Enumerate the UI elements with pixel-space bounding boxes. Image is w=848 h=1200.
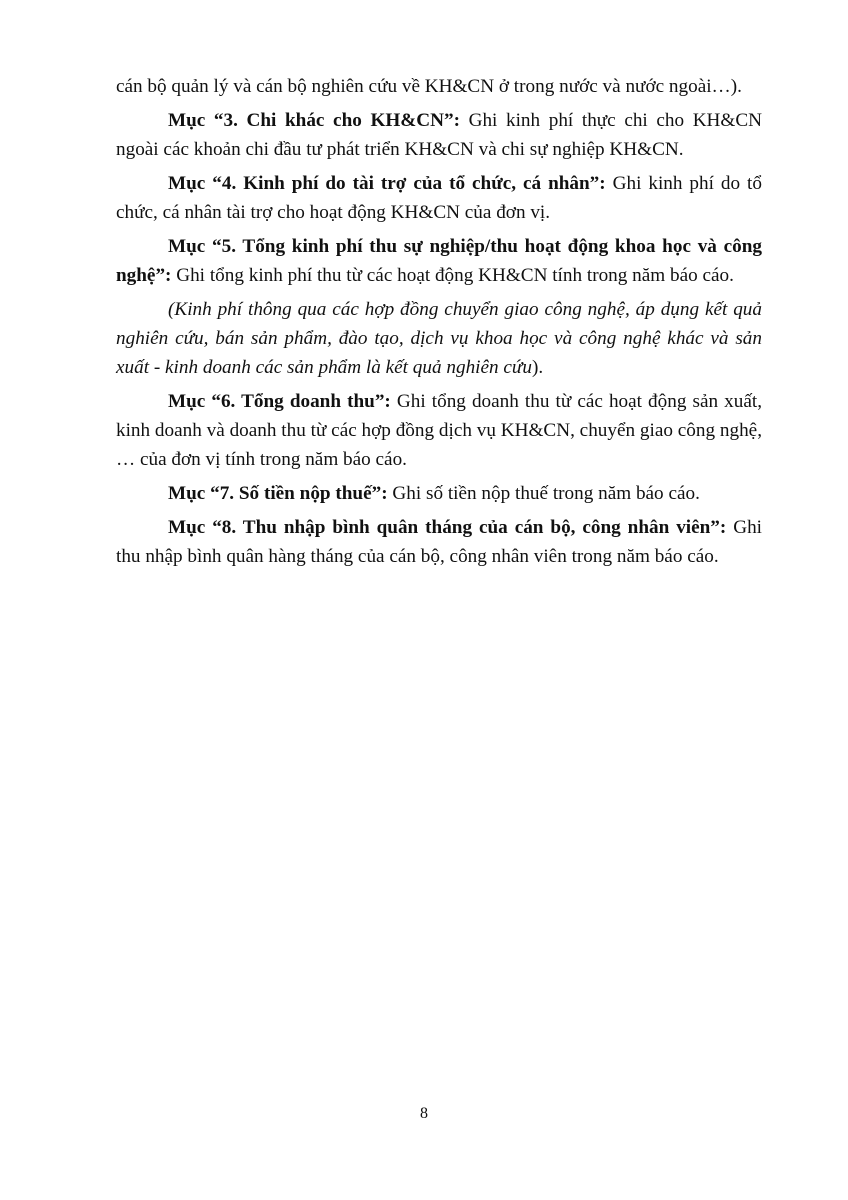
item-6-text: Ghi tổng doanh thu từ các hoạt động sản xuất, kinh doanh và doanh thu từ các hợp đồng dịch vụ KH&CN, chuyển giao công nghệ, … của đơn vị tính trong năm báo cáo. [116, 391, 762, 470]
paragraph-text: cán bộ quản lý và cán bộ nghiên cứu về KH&CN ở trong nước và nước ngoài…). [116, 76, 742, 97]
paragraph-item-6 [116, 387, 762, 474]
item-8-label: Mục “8. Thu nhập bình quân tháng của cán bộ, công nhân viên”: [168, 517, 727, 538]
paragraph-item-5-note [116, 295, 762, 382]
paragraph-item-7 [116, 479, 762, 508]
item-3-text: Ghi kinh phí thực chi cho KH&CN ngoài các khoản chi đầu tư phát triển KH&CN và chi sự nghiệp KH&CN. [116, 110, 762, 160]
item-5-note-close: ). [531, 357, 544, 378]
item-7-label: Mục “7. Số tiền nộp thuế”: [168, 483, 388, 504]
item-5-note-italic: (Kinh phí thông qua các hợp đồng chuyển giao công nghệ, áp dụng kết quả nghiên cứu, bán sản phẩm, đào tạo, dịch vụ khoa học và công nghệ khác và sản xuất - kinh doanh các sản phẩm là kết quả nghiên cứu [116, 299, 762, 378]
document-body [116, 72, 762, 576]
paragraph-continuation [116, 72, 762, 101]
item-8-text: Ghi thu nhập bình quân hàng tháng của cán bộ, công nhân viên trong năm báo cáo. [116, 517, 762, 567]
item-5-label: Mục “5. Tổng kinh phí thu sự nghiệp/thu hoạt động khoa học và công nghệ”: [116, 236, 762, 286]
paragraph-item-3 [116, 106, 762, 164]
item-7-text: Ghi số tiền nộp thuế trong năm báo cáo. [387, 483, 700, 504]
paragraph-item-5 [116, 232, 762, 290]
item-4-text: Ghi kinh phí do tổ chức, cá nhân tài trợ cho hoạt động KH&CN của đơn vị. [116, 173, 762, 223]
page-number: 8 [420, 1105, 428, 1122]
paragraph-item-4 [116, 169, 762, 227]
item-5-text: Ghi tổng kinh phí thu từ các hoạt động KH&CN tính trong năm báo cáo. [171, 265, 734, 286]
item-6-label: Mục “6. Tổng doanh thu”: [168, 391, 391, 412]
paragraph-item-8 [116, 513, 762, 571]
item-4-label: Mục “4. Kinh phí do tài trợ của tổ chức, cá nhân”: [168, 173, 606, 194]
item-3-label: Mục “3. Chi khác cho KH&CN”: [168, 110, 460, 131]
